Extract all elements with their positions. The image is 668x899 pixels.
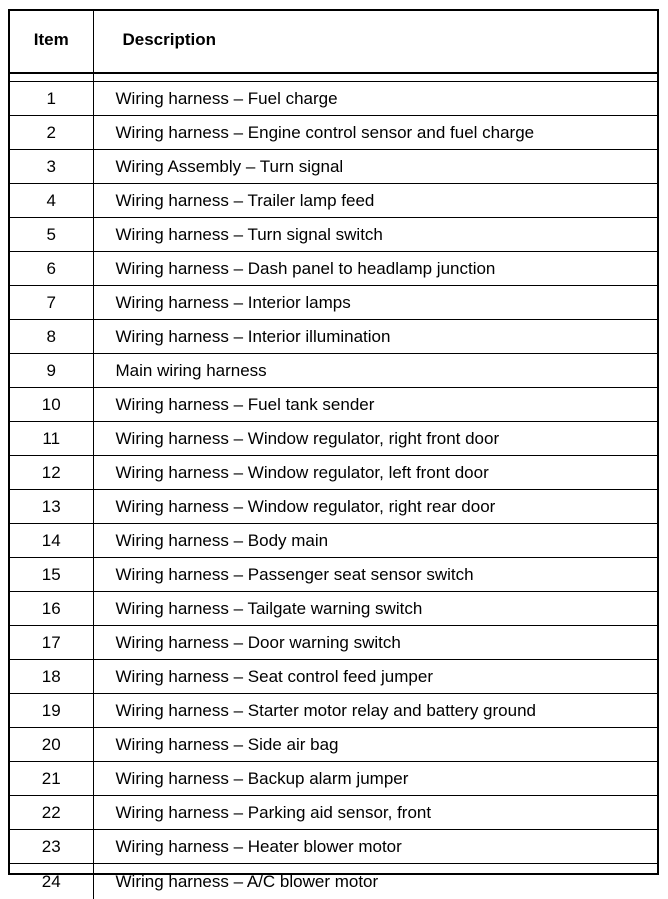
- table-row: [10, 286, 657, 320]
- table-row: [10, 592, 657, 626]
- description-cell: Wiring harness – Window regulator, left front door: [93, 456, 657, 490]
- description-cell: Wiring harness – Starter motor relay and battery ground: [93, 694, 657, 728]
- description-cell: Wiring Assembly – Turn signal: [93, 150, 657, 184]
- description-cell: Wiring harness – Parking aid sensor, front: [93, 796, 657, 830]
- item-number-cell: 8: [10, 320, 93, 354]
- table-row: [10, 354, 657, 388]
- table-row: [10, 490, 657, 524]
- description-cell: Wiring harness – Heater blower motor: [93, 830, 657, 864]
- table-row: [10, 116, 657, 150]
- item-number-cell: 12: [10, 456, 93, 490]
- table-row: [10, 524, 657, 558]
- table-row: [10, 626, 657, 660]
- item-number-cell: 11: [10, 422, 93, 456]
- description-cell: Wiring harness – Trailer lamp feed: [93, 184, 657, 218]
- table-row: [10, 830, 657, 864]
- item-number-cell: 4: [10, 184, 93, 218]
- table-row: [10, 422, 657, 456]
- description-cell: Wiring harness – Interior illumination: [93, 320, 657, 354]
- item-number-cell: 6: [10, 252, 93, 286]
- table-row: [10, 388, 657, 422]
- item-number-cell: 23: [10, 830, 93, 864]
- table-row: [10, 82, 657, 116]
- description-cell: Wiring harness – Tailgate warning switch: [93, 592, 657, 626]
- description-cell: Wiring harness – Turn signal switch: [93, 218, 657, 252]
- column-header-description: Description: [93, 11, 657, 73]
- table-row: [10, 184, 657, 218]
- table-row: [10, 252, 657, 286]
- description-cell: Wiring harness – Window regulator, right front door: [93, 422, 657, 456]
- item-number-cell: 3: [10, 150, 93, 184]
- table-row: [10, 218, 657, 252]
- table-row: [10, 728, 657, 762]
- item-number-cell: 9: [10, 354, 93, 388]
- table-row: [10, 150, 657, 184]
- item-number-cell: 2: [10, 116, 93, 150]
- item-number-cell: 22: [10, 796, 93, 830]
- description-cell: Wiring harness – Engine control sensor and fuel charge: [93, 116, 657, 150]
- table-row: [10, 660, 657, 694]
- description-cell: Wiring harness – Window regulator, right rear door: [93, 490, 657, 524]
- item-number-cell: 20: [10, 728, 93, 762]
- spacer-cell: [10, 73, 93, 82]
- table-header: [10, 11, 657, 73]
- item-number-cell: 24: [10, 864, 93, 899]
- description-cell: Wiring harness – Door warning switch: [93, 626, 657, 660]
- item-number-cell: 15: [10, 558, 93, 592]
- item-number-cell: 14: [10, 524, 93, 558]
- description-cell: Wiring harness – Seat control feed jumper: [93, 660, 657, 694]
- item-number-cell: 17: [10, 626, 93, 660]
- description-cell: Wiring harness – Dash panel to headlamp junction: [93, 252, 657, 286]
- table-row: [10, 558, 657, 592]
- description-cell: Wiring harness – Interior lamps: [93, 286, 657, 320]
- description-cell: Wiring harness – Side air bag: [93, 728, 657, 762]
- item-number-cell: 1: [10, 82, 93, 116]
- description-cell: Wiring harness – Body main: [93, 524, 657, 558]
- parts-table: [10, 11, 657, 899]
- table-row: [10, 796, 657, 830]
- header-spacer-row: [10, 73, 657, 82]
- item-number-cell: 16: [10, 592, 93, 626]
- item-number-cell: 13: [10, 490, 93, 524]
- header-row: [10, 11, 657, 73]
- parts-table-frame: [8, 9, 659, 875]
- description-cell: Main wiring harness: [93, 354, 657, 388]
- item-number-cell: 10: [10, 388, 93, 422]
- table-row: [10, 762, 657, 796]
- item-number-cell: 19: [10, 694, 93, 728]
- item-number-cell: 18: [10, 660, 93, 694]
- description-cell: Wiring harness – Backup alarm jumper: [93, 762, 657, 796]
- item-number-cell: 5: [10, 218, 93, 252]
- table-row: [10, 694, 657, 728]
- table-row: [10, 864, 657, 899]
- item-number-cell: 7: [10, 286, 93, 320]
- table-body: [10, 73, 657, 899]
- column-header-item: Item: [10, 11, 93, 73]
- description-cell: Wiring harness – Fuel charge: [93, 82, 657, 116]
- table-row: [10, 320, 657, 354]
- description-cell: Wiring harness – A/C blower motor: [93, 864, 657, 899]
- description-cell: Wiring harness – Passenger seat sensor switch: [93, 558, 657, 592]
- item-number-cell: 21: [10, 762, 93, 796]
- spacer-cell: [93, 73, 657, 82]
- description-cell: Wiring harness – Fuel tank sender: [93, 388, 657, 422]
- table-row: [10, 456, 657, 490]
